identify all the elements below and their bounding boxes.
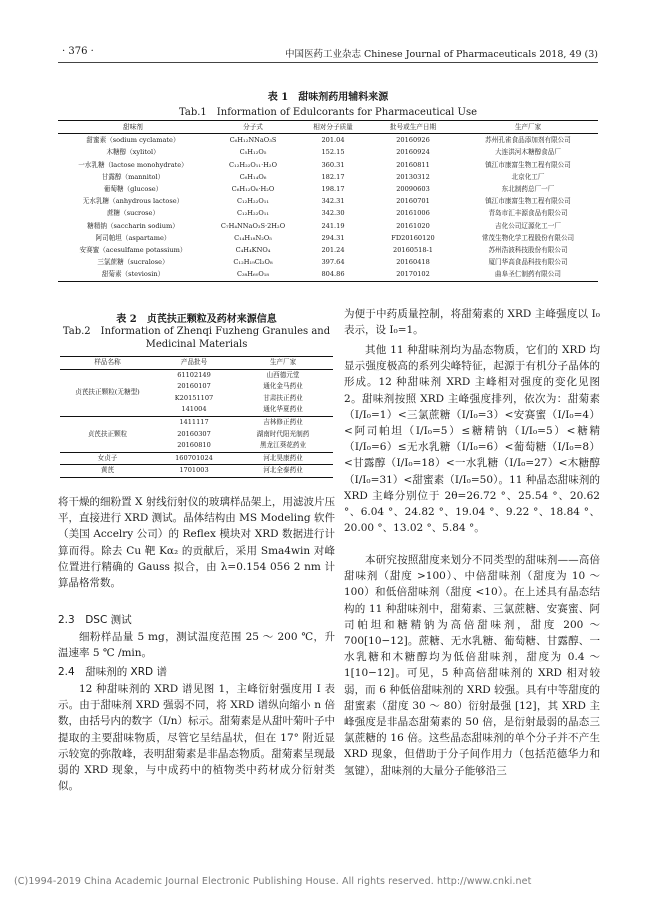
table2-header-row bbox=[60, 357, 333, 370]
table-cell: 804.86 bbox=[321, 270, 345, 279]
table-cell: 东北制药总厂一厂 bbox=[501, 185, 555, 194]
table-cell: 大连洪河木糖醇食品厂 bbox=[495, 148, 561, 157]
left-paragraph-1: 将干燥的细粉置 X 射线衍射仪的玻璃样品架上，用滤波片压平，直接进行 XRD 测试。晶体结构由 MS Modeling 软件（美国 Accelry 公司）的 Reflex 模块对 XRD 数据进行计算而得。除去 Cu 靶 Kα₂ 的贡献后，采用 Sma4win 对峰位置进行精确的 Gauss 拟合，由 λ=0.154 056 2 nm 计算晶格常数。 bbox=[58, 496, 335, 590]
table-cell: 葡萄糖（glucose） bbox=[103, 185, 163, 194]
table-cell: 20170102 bbox=[396, 270, 430, 279]
table-cell: C₅H₁₂O₅ bbox=[239, 148, 267, 157]
page-number: · 376 · bbox=[62, 46, 94, 57]
table-cell: 通化金马药业 bbox=[263, 382, 303, 391]
table1-header-cell: 分子式 bbox=[243, 123, 263, 131]
table-cell: 20160924 bbox=[396, 148, 430, 157]
table-row bbox=[58, 244, 598, 256]
table-cell: 201.24 bbox=[321, 246, 345, 255]
right-paragraph-2: 其他 11 种甜味剂均为晶态物质，它们的 XRD 均显示强度极高的系列尖峰特征，起源于有机分子晶体的形成。12 种甜味剂 XRD 主峰相对强度的变化见图 2。甜味剂按照 XRD 主峰强度排列，依次为：甜菊素（I/I₀=1）<三氯蔗糖（I/I₀=3）<安赛蜜（I/I₀=4）<阿司帕坦（I/I₀=5）≤糖精钠（I/I₀=5）<糖精（I/I₀=6）≤无水乳糖（I/I₀=6）<葡萄糖（I/I₀=8）<甘露醇（I/I₀=18）<一水乳糖（I/I₀=27）<木糖醇（I/I₀=31）<甜蜜素（I/I₀=50）。11 种晶态甜味剂的 XRD 主峰分别位于 2θ=26.72 °、25.54 °、20.62 °、6.04 °、24.82 °、19.04 °、9.22 °、18.84 °、20.00 °、13.02 °、5.84 °。 bbox=[344, 344, 600, 535]
table-cell: 河北昊康药业 bbox=[263, 453, 303, 462]
copyright-footer: (C)1994-2019 China Academic Journal Electronic Publishing House. All rights reserved. http://www.cnki.net bbox=[14, 876, 532, 887]
table-cell: 青岛市汇丰源食品有限公司 bbox=[488, 209, 568, 218]
header-rule bbox=[58, 62, 598, 63]
table-row bbox=[58, 220, 598, 232]
table-cell: 北京化工厂 bbox=[511, 172, 545, 181]
table-cell: 1411117 bbox=[179, 417, 209, 426]
table-row bbox=[58, 256, 598, 268]
table-row bbox=[58, 171, 598, 183]
table-cell: 甜菊素（steviosin） bbox=[101, 270, 165, 279]
table-row bbox=[58, 134, 598, 147]
table-cell: 20160107 bbox=[177, 382, 211, 391]
table-cell: 甜蜜素（sodium cyclamate） bbox=[86, 136, 180, 145]
table-cell: 苏州孔雀食品添加剂有限公司 bbox=[485, 136, 571, 145]
section-heading-2-4: 2.4 甜味剂的 XRD 谱 bbox=[58, 666, 167, 678]
table-cell: 198.17 bbox=[321, 185, 345, 194]
table-cell: 20160307 bbox=[177, 429, 211, 438]
table2-header-cell: 生产厂家 bbox=[269, 358, 297, 366]
table-row bbox=[58, 183, 598, 195]
table-cell: 蔗糖（sucrose） bbox=[106, 209, 160, 218]
table-cell: 厦门华高食品科技有限公司 bbox=[488, 258, 568, 267]
table-row bbox=[58, 207, 598, 219]
table-cell: 甘肃扶正药业 bbox=[263, 393, 303, 402]
table-cell: 镇江市康富生物工程有限公司 bbox=[485, 160, 571, 169]
table-cell: 160701024 bbox=[175, 453, 213, 462]
table-row bbox=[58, 159, 598, 171]
table-cell: 河北全泰药业 bbox=[263, 466, 303, 475]
table-cell: C₄H₄KNO₄ bbox=[235, 246, 271, 255]
table1-header-cell: 甜味剂 bbox=[123, 123, 143, 131]
table1-header-cell: 相对分子质量 bbox=[313, 123, 353, 131]
table-cell: 常茂生物化学工程股份有限公司 bbox=[481, 233, 575, 242]
table-cell: 山西德元堂 bbox=[266, 370, 300, 379]
table-cell: 吉化公司辽源化工一厂 bbox=[495, 221, 561, 230]
right-paragraph-1: 为便于中药质量控制，将甜菊素的 XRD 主峰强度以 I₀ 表示，设 I₀=1。 bbox=[344, 308, 600, 337]
section-heading-2-3: 2.3 DSC 测试 bbox=[58, 614, 132, 626]
table-cell: 342.30 bbox=[321, 209, 345, 218]
table2-caption-cn: 表 2 贞芪扶正颗粒及药材来源信息 bbox=[116, 314, 277, 325]
table2-caption-en-line1: Tab.2 Information of Zhenqi Fuzheng Granules and bbox=[62, 326, 331, 337]
table-cell: 294.31 bbox=[321, 233, 345, 242]
table-cell: 木糖醇（xylitol） bbox=[106, 148, 160, 157]
table-row bbox=[58, 146, 598, 158]
table-cell: C₆H₁₂NNaO₃S bbox=[229, 136, 277, 145]
table-row bbox=[60, 465, 333, 478]
table-row bbox=[58, 232, 598, 244]
table2-header-cell: 产品批号 bbox=[180, 358, 208, 366]
table-cell: 黄芪 bbox=[100, 466, 115, 475]
table1-caption-cn: 表 1 甜味剂药用辅料来源 bbox=[267, 92, 389, 103]
table-cell: C₁₂H₂₂O₁₁ bbox=[236, 197, 270, 206]
table-cell: 20160418 bbox=[396, 258, 430, 267]
table-cell: C₁₄H₁₈N₂O₅ bbox=[234, 233, 272, 242]
table-cell: C₁₂H₁₉Cl₃O₈ bbox=[233, 258, 273, 267]
table-cell: 201.04 bbox=[321, 136, 345, 145]
table-cell: 吉林修正药业 bbox=[263, 417, 303, 426]
table-cell: 20160518-1 bbox=[393, 246, 433, 255]
table-cell: 湖南时代阳光制药 bbox=[256, 429, 310, 438]
table-cell: C₆H₁₄O₆ bbox=[239, 172, 267, 181]
table-cell: C₁₂H₂₂O₁₁·H₂O bbox=[229, 160, 277, 169]
table-cell: C₃₈H₆₀O₁₈ bbox=[236, 270, 270, 279]
table2-group2-name: 贞芪扶正颗粒 bbox=[87, 429, 128, 438]
table2-caption-en-line2: Medicinal Materials bbox=[145, 339, 248, 350]
table-cell: 女贞子 bbox=[97, 453, 118, 462]
table-cell: 镇江市康富生物工程有限公司 bbox=[485, 197, 571, 206]
table-cell: 152.15 bbox=[321, 148, 345, 157]
table-cell: 20160701 bbox=[396, 197, 430, 206]
table2-header-cell: 样品名称 bbox=[94, 358, 121, 366]
table-cell: 20161020 bbox=[396, 221, 430, 230]
table-cell: K20151107 bbox=[174, 393, 214, 402]
table-row bbox=[58, 195, 598, 207]
table1-header-row bbox=[58, 121, 598, 134]
table-cell: C₇H₄NNaO₃S·2H₂O bbox=[220, 221, 286, 230]
table-cell: 20160811 bbox=[396, 160, 430, 169]
table-cell: 一水乳糖（lactose monohydrate） bbox=[78, 160, 188, 169]
table-cell: 无水乳糖（anhydrous lactose） bbox=[82, 197, 184, 206]
table-cell: 397.64 bbox=[321, 258, 345, 267]
table-cell: 61102149 bbox=[177, 370, 211, 379]
left-paragraph-3: 12 种甜味剂的 XRD 谱见图 1，主峰衍射强度用 I 表示。由于甜味剂 XRD 强弱不同，将 XRD 谱纵向缩小 n 倍数，由括号内的数字（I/n）标示。甜菊素是从甜叶菊叶子中提取的主要甜味物质，尽管它呈结晶状，但在 17° 附近显示较宽的弥散峰，表明甜菊素是非晶态物质。甜菊素呈现最弱的 XRD 现象，与中成药中的植物类中药材成分衍射类似。 bbox=[58, 683, 335, 793]
table-cell: 141004 bbox=[181, 405, 207, 414]
table-cell: 360.31 bbox=[321, 160, 345, 169]
table1-caption-en: Tab.1 Information of Edulcorants for Pharmaceutical Use bbox=[179, 107, 477, 118]
table-cell: 糖精钠（saccharin sodium） bbox=[87, 221, 179, 230]
table1-header-cell: 批号或生产日期 bbox=[389, 123, 437, 131]
table-cell: 20161006 bbox=[396, 209, 430, 218]
table-cell: 阿司帕坦（aspartame） bbox=[95, 233, 171, 242]
table-row bbox=[60, 369, 333, 381]
table-cell: 20130312 bbox=[396, 172, 430, 181]
table-cell: 甘露醇（mannitol） bbox=[101, 172, 165, 181]
table-cell: 黑龙江葵花药业 bbox=[259, 441, 307, 450]
table2-group1-name: 贞芪扶正颗粒(无糖型) bbox=[75, 387, 140, 396]
table1-header-cell: 生产厂家 bbox=[514, 123, 542, 131]
table-cell: C₁₂H₂₂O₁₁ bbox=[236, 209, 270, 218]
table-cell: 安赛蜜（acesulfame potassium） bbox=[79, 246, 187, 255]
table1 bbox=[58, 120, 598, 282]
table2 bbox=[60, 356, 333, 478]
table-cell: 三氯蔗糖（sucralose） bbox=[97, 258, 169, 267]
left-paragraph-2: 细粉样品量 5 mg，测试温度范围 25 ～ 200 ℃，升温速率 5 ℃ /min。 bbox=[58, 631, 335, 660]
table-row bbox=[60, 452, 333, 465]
table-cell: 20160926 bbox=[396, 136, 430, 145]
table-cell: 182.17 bbox=[321, 172, 345, 181]
running-head: 中国医药工业杂志 Chinese Journal of Pharmaceuticals 2018, 49 (3) bbox=[285, 49, 598, 60]
table-cell: 342.31 bbox=[321, 197, 345, 206]
table-row bbox=[58, 268, 598, 281]
table-row bbox=[60, 416, 333, 428]
table-cell: 241.19 bbox=[321, 221, 345, 230]
table-cell: 通化华夏药业 bbox=[263, 405, 303, 414]
table-cell: 20160810 bbox=[177, 441, 211, 450]
table2-caption-en bbox=[58, 325, 335, 351]
table-cell: 苏州浩波科技股份有限公司 bbox=[488, 246, 568, 255]
table-cell: 曲阜圣仁制药有限公司 bbox=[495, 270, 561, 279]
table-cell: C₆H₁₂O₆·H₂O bbox=[231, 185, 275, 194]
table-cell: 1701003 bbox=[179, 466, 209, 475]
table-cell: FD20160120 bbox=[391, 233, 435, 242]
table-cell: 20090603 bbox=[396, 185, 430, 194]
right-paragraph-3: 本研究按照甜度来划分不同类型的甜味剂——高倍甜味剂（甜度 >100）、中倍甜味剂（甜度为 10 ～ 100）和低倍甜味剂（甜度 <10）。在上述具有晶态结构的 11 种甜味剂中，甜菊素、三氯蔗糖、安赛蜜、阿司帕坦和糖精钠为高倍甜味剂，甜度 200 ～ 700[10−12]。蔗糖、无水乳糖、葡萄糖、甘露醇、一水乳糖和木糖醇均为低倍甜味剂，甜度为 0.4 ～ 1[10−12]。可见，5 种高倍甜味剂的 XRD 相对较弱，而 6 种低倍甜味剂的 XRD 较强。具有中等甜度的甜蜜素（甜度 30 ～ 80）衍射最强 [12]，其 XRD 主峰强度是非晶态甜菊素的 50 倍，是衍射最弱的晶态三氯蔗糖的 16 倍。这些晶态甜味剂的单个分子并不产生 XRD 现象，但借助于分子间作用力（包括范德华力和氢键），甜味剂的大量分子能够沿三 bbox=[344, 554, 600, 777]
